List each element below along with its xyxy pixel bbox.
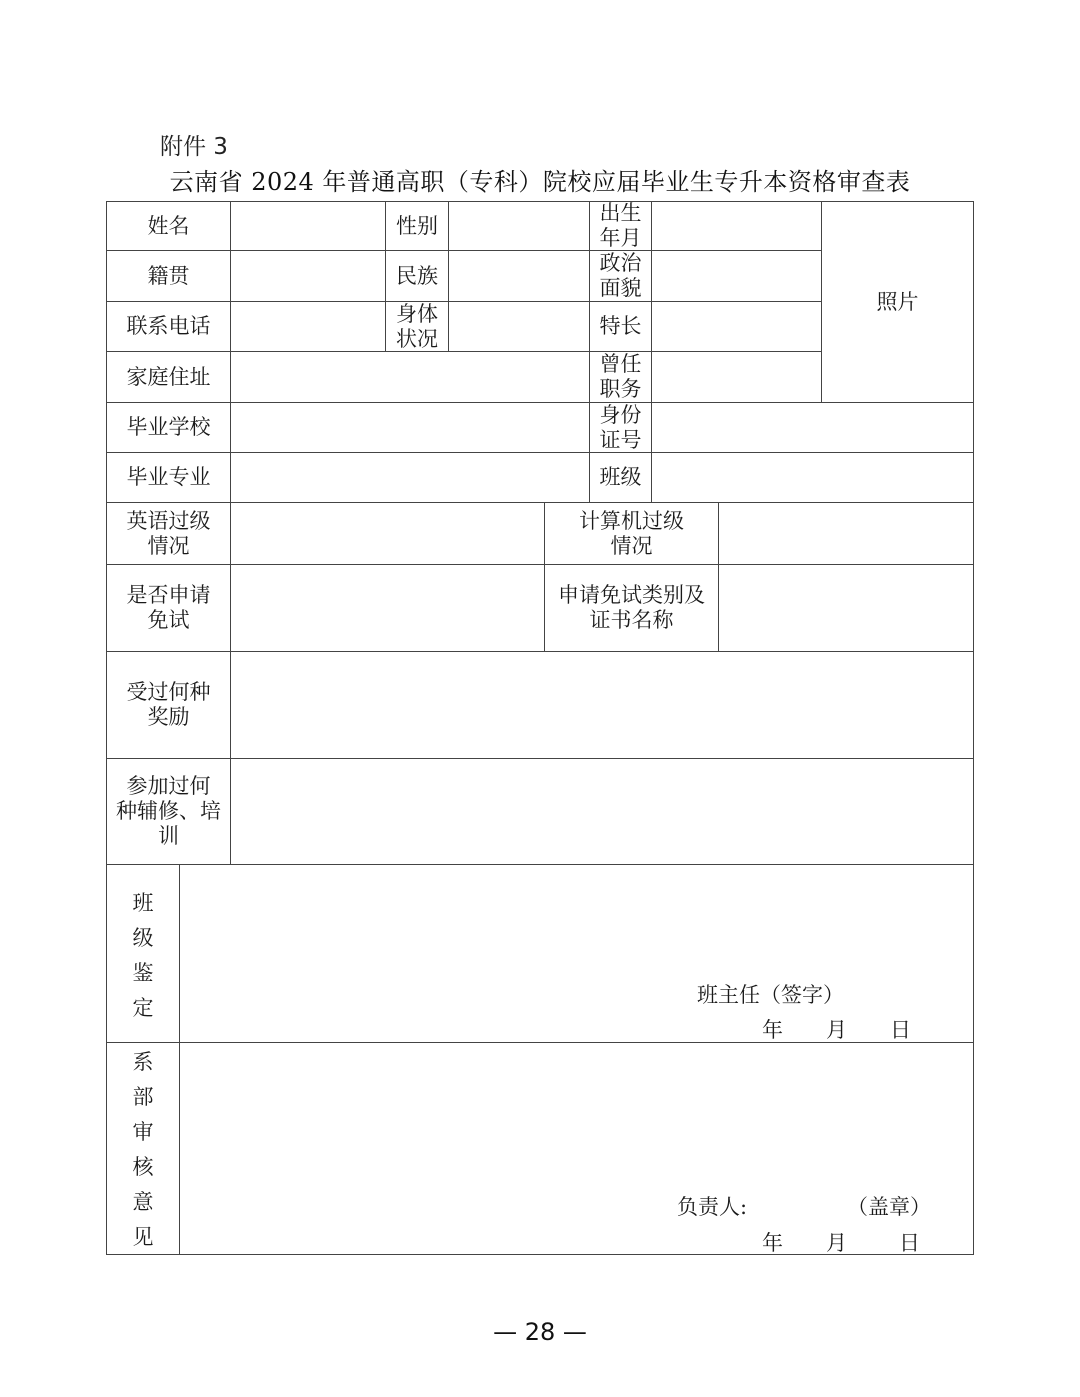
field-former-position[interactable] — [652, 352, 821, 402]
label-awards: 受过何种 奖励 — [126, 680, 211, 729]
field-graduate-major[interactable] — [231, 453, 589, 502]
label-char: 见 — [132, 1225, 154, 1249]
class-teacher-signature-label: 班主任（签字） — [697, 983, 844, 1007]
date-month: 月 — [826, 1231, 847, 1255]
field-awards[interactable] — [231, 652, 973, 758]
seal-label: （盖章） — [847, 1195, 931, 1219]
date-day: 日 — [890, 1018, 911, 1042]
responsible-person-label: 负责人: — [677, 1195, 748, 1219]
field-birth[interactable] — [652, 202, 821, 250]
field-class[interactable] — [652, 453, 973, 502]
field-id-number[interactable] — [652, 403, 973, 452]
label-char: 意 — [132, 1190, 154, 1214]
field-english-level[interactable] — [231, 503, 544, 564]
label-ethnicity: 民族 — [396, 263, 438, 288]
date-year: 年 — [762, 1018, 783, 1042]
label-char: 核 — [132, 1155, 154, 1179]
field-gender[interactable] — [449, 202, 589, 250]
label-department-review — [107, 1045, 179, 1255]
label-char: 定 — [132, 996, 154, 1020]
field-phone[interactable] — [231, 302, 385, 351]
label-char: 级 — [132, 926, 154, 950]
label-birth: 出生 年月 — [599, 201, 642, 250]
label-char: 部 — [132, 1085, 154, 1109]
field-specialty[interactable] — [652, 302, 821, 351]
field-political-status[interactable] — [652, 251, 821, 301]
label-gender: 性别 — [396, 213, 438, 238]
annex-label: 附件 3 — [160, 134, 228, 160]
label-computer-level: 计算机过级 情况 — [579, 508, 684, 558]
label-former-position: 曾任 职务 — [599, 352, 642, 401]
label-address: 家庭住址 — [126, 364, 211, 389]
field-exempt-category[interactable] — [719, 565, 973, 651]
date-month: 月 — [826, 1018, 847, 1042]
field-training[interactable] — [231, 759, 973, 864]
label-char: 班 — [132, 891, 154, 915]
table-border-right — [973, 201, 974, 1255]
label-char: 鉴 — [132, 961, 154, 985]
field-department-review[interactable] — [180, 1043, 973, 1254]
label-phone: 联系电话 — [126, 314, 211, 338]
label-id-number: 身份 证号 — [599, 402, 642, 452]
label-name: 姓名 — [147, 213, 190, 238]
field-ethnicity[interactable] — [449, 251, 589, 301]
label-graduate-major: 毕业专业 — [126, 465, 211, 489]
label-char: 审 — [132, 1120, 154, 1144]
label-exempt-category: 申请免试类别及 证书名称 — [558, 583, 705, 632]
date-year: 年 — [762, 1231, 783, 1255]
label-political-status: 政治 面貌 — [599, 251, 642, 300]
field-computer-level[interactable] — [719, 503, 973, 564]
field-graduate-school[interactable] — [231, 403, 589, 452]
label-health: 身体 状况 — [396, 301, 438, 351]
field-apply-exempt[interactable] — [231, 565, 544, 651]
label-specialty: 特长 — [599, 314, 642, 338]
label-apply-exempt: 是否申请 免试 — [126, 583, 211, 632]
page-number: — 28 — — [493, 1318, 587, 1346]
field-name[interactable] — [231, 202, 385, 250]
field-address[interactable] — [231, 352, 589, 402]
form-title: 云南省 2024 年普通高职（专科）院校应届毕业生专升本资格审查表 — [169, 168, 911, 196]
field-native-place[interactable] — [231, 251, 385, 301]
label-graduate-school: 毕业学校 — [126, 415, 211, 439]
label-class: 班级 — [599, 465, 642, 489]
label-native-place: 籍贯 — [147, 263, 190, 288]
field-class-evaluation[interactable] — [180, 865, 973, 1042]
photo-placeholder[interactable]: 照片 — [876, 289, 919, 314]
field-health[interactable] — [449, 302, 589, 351]
label-training: 参加过何 种辅修、培 训 — [116, 774, 221, 848]
date-day: 日 — [899, 1231, 920, 1255]
label-class-evaluation — [107, 886, 179, 1026]
label-char: 系 — [132, 1050, 154, 1074]
label-english-level: 英语过级 情况 — [126, 508, 211, 558]
